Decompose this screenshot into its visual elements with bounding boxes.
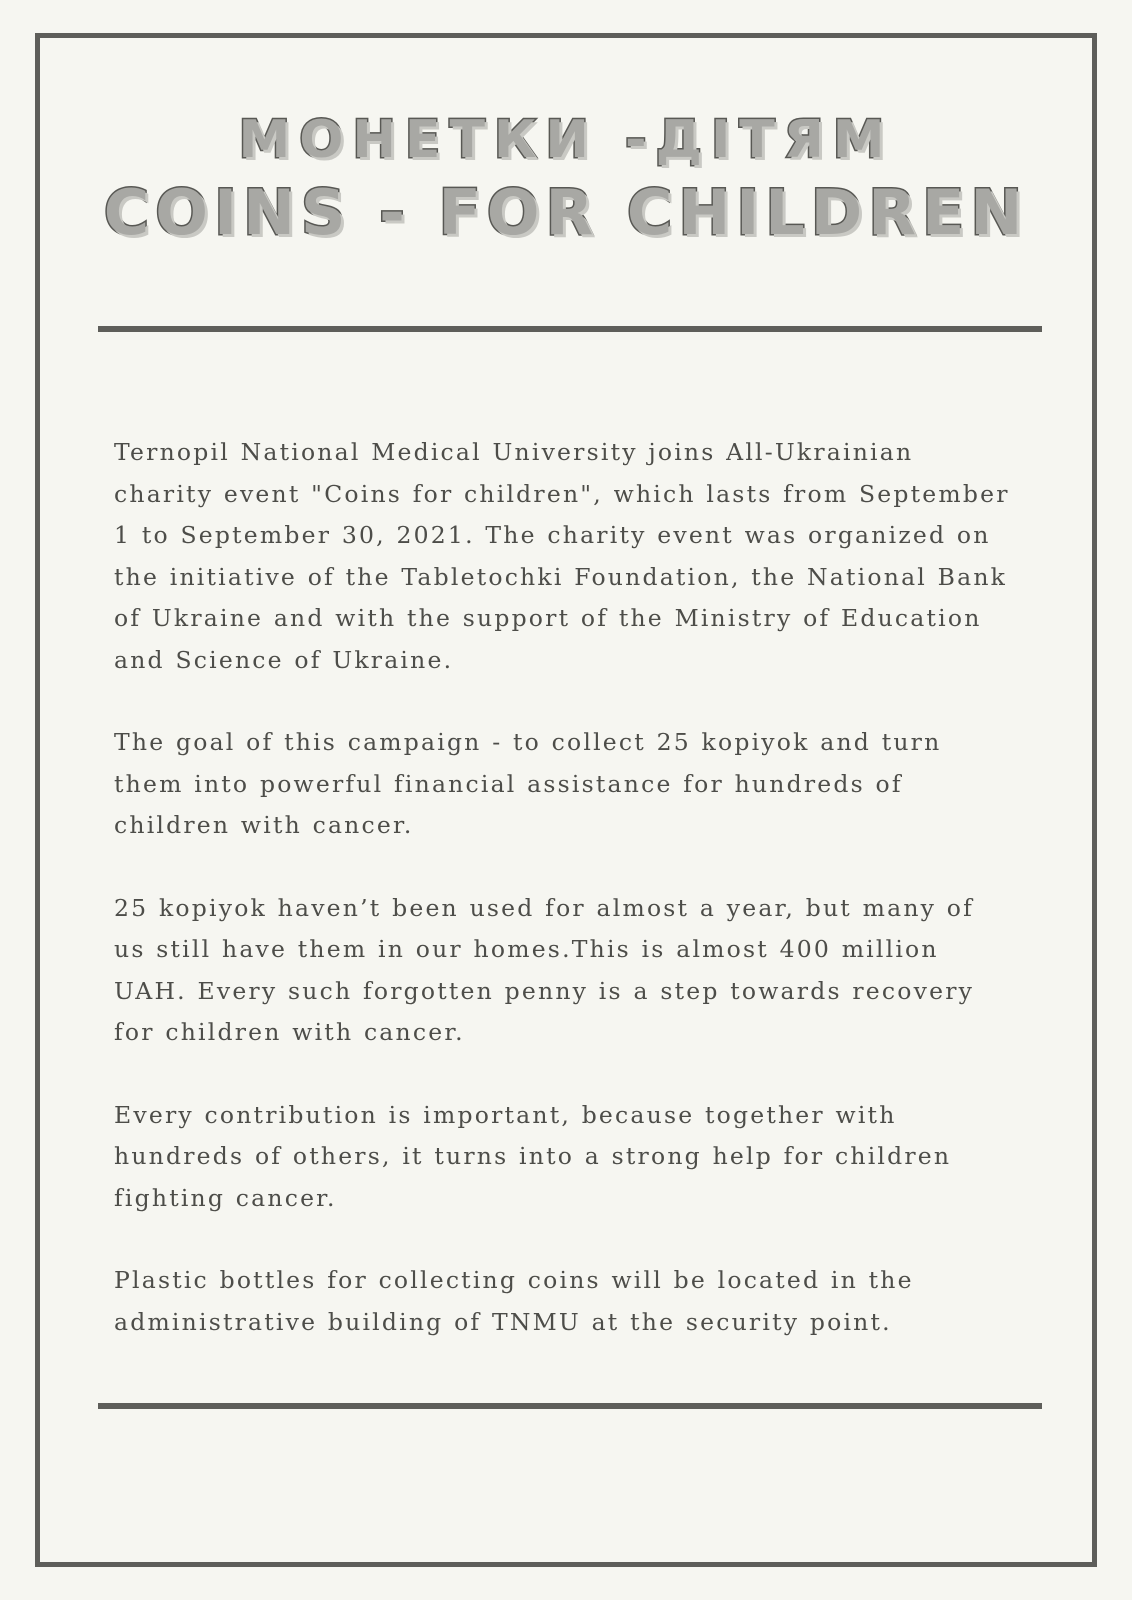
page-title-english: COINS - FOR CHILDREN — [103, 176, 1029, 249]
paragraph-coins: 25 kopiyok haven’t been used for almost a year, but many of us still have them in our homes.This is almost 400 million UAH. Every such forgotten penny is a step towards recovery for children with cancer. — [114, 893, 975, 1046]
article-body — [114, 432, 1014, 1384]
top-divider — [98, 326, 1042, 332]
paragraph-contribution: Every contribution is important, because together with hundreds of others, it turns into a strong help for children fighting cancer. — [114, 1100, 952, 1212]
paragraph-location: Plastic bottles for collecting coins will be located in the administrative building of TNMU at the security point. — [114, 1266, 914, 1336]
paragraph-goal: The goal of this campaign - to collect 25 kopiyok and turn them into powerful financial assistance for hundreds of children with cancer. — [114, 728, 942, 839]
paragraph-intro: Ternopil National Medical University joins All-Ukrainian charity event "Coins for children", which lasts from September 1 to September 30, 2021. The charity event was organized on the initiative of the Tabletochki Foundation, the National Bank of Ukraine and with the support of the Ministry of Education and Science of Ukraine. — [114, 438, 1010, 674]
page-title-ukrainian: МОНЕТКИ -ДІТЯМ — [238, 110, 894, 170]
bottom-divider — [98, 1403, 1042, 1409]
